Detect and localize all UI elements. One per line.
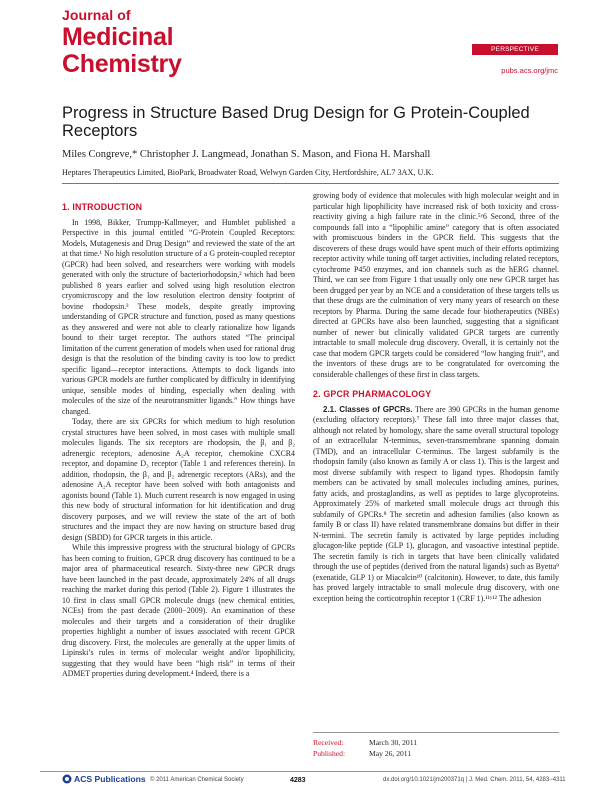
intro-heading: 1. INTRODUCTION bbox=[62, 202, 143, 212]
journal-name-line3: Chemistry bbox=[62, 50, 182, 78]
acs-publications-logo bbox=[62, 774, 146, 784]
publisher-name: ACS Publications bbox=[74, 774, 146, 784]
dates-divider bbox=[313, 732, 559, 733]
gpcr-pharmacology-heading: 2. GPCR PHARMACOLOGY bbox=[313, 389, 432, 399]
article-dates bbox=[313, 737, 417, 759]
doi-citation-link[interactable]: dx.doi.org/10.1021/jm200371q | J. Med. Chem. 2011, 54, 4283−4311 bbox=[383, 777, 566, 783]
published-label: Published: bbox=[313, 749, 346, 758]
copyright-notice: © 2011 American Chemical Society bbox=[150, 777, 244, 783]
intro-paragraph-1: In 1998, Bikker, Trumpp-Kallmeyer, and Humblet published a Perspective in this journal entitled “G-Protein Coupled Receptors: Models, Mutagenesis and Drug Design” and reviewed the state of the art at that time.¹ No high resolution structure of a G protein-coupled receptor (GPCR) had been solved, and researchers were working with models generated with only the structure of bacteriorhodopsin,² which had been published 8 years earlier and solved using high resolution electron cryomicroscopy and the low resolution electron density footprint of bovine rhodopsin.³ These models, despite greatly improving understanding of GPCR structure and function, posed as many questions as they answered and were not able to clearly rationalize how ligands bound to their target receptor. The authors stated “The principal limitation of the current generation of models when used for rational drug design is that the resolution of the binding cavity is too low to predict specific ligand—receptor interactions. Attempts to dock ligands into various GPCR models are further complicated by difficulty in identifying unique, sensible modes of binding, especially when dealing with molecules of the size of the neurotransmitter ligands.” How things have changed. bbox=[62, 217, 295, 416]
section-label-badge: PERSPECTIVE bbox=[472, 44, 558, 55]
author-affiliation: Heptares Therapeutics Limited, BioPark, Broadwater Road, Welwyn Garden City, Hertfordshire, AL7 3AX, U.K. bbox=[62, 168, 434, 177]
left-column bbox=[62, 202, 295, 680]
right-column bbox=[313, 191, 559, 604]
header-divider bbox=[62, 183, 559, 184]
published-date: May 26, 2011 bbox=[369, 749, 412, 758]
classes-paragraph-text: There are 390 GPCRs in the human genome (excluding olfactory receptors).⁷ These fall into three major classes that, although not related by homology, share the same overall structural topology of an extracellular N-terminus, seven-transmembrane spanning domain (TMD), and an intracellular C-terminus. The largest subfamily is the rhodopsin family (also known as family A or class 1). This is the largest and most diverse subfamily with respect to ligand types. Rhodopsin family members can be activated by small molecules including amines, purines, fatty acids, and prostaglandins, as well as peptides to large glycoproteins. Approximately 25% of marketed small molecule drugs act through this subfamily of GPCRs.⁸ The secretin and adhesion families (also known as family B or class II) have related transmembrane domains but differ in their N-termini. The secretin family is activated by large peptides including glucagon-like peptide (GLP 1), glucagon, and vasoactive intestinal peptide. The secretin family is rich in targets that have been clinically validated through the use of peptides (derived from the natural ligands) such as Byetta⁹ (exenatide, GLP 1) or Miacalcin¹⁰ (calcitonin). However, to date, this family has proved largely intractable to small molecule drug discovery, with one exception being the corticotrophin receptor 1 (CRF 1).¹¹ʸ¹² The adhesion bbox=[313, 404, 559, 603]
journal-name-line2: Medicinal bbox=[62, 23, 174, 51]
received-row bbox=[313, 737, 417, 748]
right-paragraph-2 bbox=[313, 405, 559, 605]
acs-logo-icon bbox=[62, 774, 72, 784]
right-paragraph-1: growing body of evidence that molecules with high molecular weight and in particular high lipophilicity have increased risk of both toxicity and cross-reactivity giving a high failure rate in the clinic.⁵ʸ6 Second, three of the compounds fall into a “lipophilic amine” category that is often associated with promiscuous binders in the GPCR field. This suggests that the discoverers of these drugs would have spent much of their efforts optimizing receptor activity while tuning off target activities, including related receptors, cytochrome P450 enzymes, and ion channels such as the hERG channel. Third, we can see from Figure 1 that usually only one new GPCR target has been drugged per year by an NCE and a consideration of these targets tells us that these drugs are the culmination of very many years of research on these receptors by Pharma. During the same decade four biotherapeutics (NBEs) directed at GPCRs have also been launched, suggesting that a significant number of newer but clinically validated GPCR targets are currently intractable to small molecule drug discovery. Overall, it is certainly not the case that modern GPCR targets could be considered “low hanging fruit”, and the inventors of these drugs are to be congratulated for overcoming the considerable challenges of these first in class targets. bbox=[313, 191, 559, 379]
published-row bbox=[313, 748, 417, 759]
classes-subheading: 2.1. Classes of GPCRs. bbox=[323, 404, 413, 414]
journal-url-link[interactable]: pubs.acs.org/jmc bbox=[501, 66, 558, 75]
journal-name-line1: Journal of bbox=[62, 7, 131, 23]
author-list: Miles Congreve,* Christopher J. Langmead, Jonathan S. Mason, and Fiona H. Marshall bbox=[62, 149, 431, 160]
received-date: March 30, 2011 bbox=[369, 738, 418, 747]
footer-divider bbox=[40, 771, 560, 772]
intro-paragraph-3: While this impressive progress with the structural biology of GPCRs has been coming to fruition, GPCR drug discovery has continued to be a major area of pharmaceutical research. Sixty-three new GPCR drugs have been launched in the past decade, approximately 24% of all drugs reaching the market during this period (Table 2). Figure 1 illustrates the 10 first in class small GPCR molecule drugs (new chemical entities, NCEs) from the past decade (2000−2009). An examination of these molecules and their targets and a consideration of their druglike properties highlight a number of issues associated with recent GPCR drug discovery. First, the molecules are generally at the upper limits of Lipinski’s rules in terms of molecular weight and/or lipophilicity, suggesting that they would have been “high risk” in terms of their ADMET properties during development.⁴ Indeed, there is a bbox=[62, 543, 295, 678]
intro-paragraph-2: Today, there are six GPCRs for which medium to high resolution crystal structures have been solved, in most cases with multiple small molecules ligands. The six receptors are rhodopsin, the β₁ and β₂ adrenergic receptors, adenosine A₂A receptor, chemokine CXCR4 receptor, and dopamine D₃ receptor (Table 1 and references therein). In addition, rhodopsin, the β₁ and β₂ adrenergic receptors (ARs), and the adenosine A₂A receptor have been solved with both antagonists and agonists bound (Table 1). Much current research is now engaged in using this new body of structural information for hit identification and drug discovery purposes, and we will review the state of the art of both structures and the impact they are now having on structure based drug design (SBDD) for GPCR targets in this article. bbox=[62, 417, 295, 542]
received-label: Received: bbox=[313, 738, 344, 747]
article-title: Progress in Structure Based Drug Design for G Protein-Coupled Receptors bbox=[62, 104, 530, 140]
page-number: 4283 bbox=[290, 777, 306, 784]
